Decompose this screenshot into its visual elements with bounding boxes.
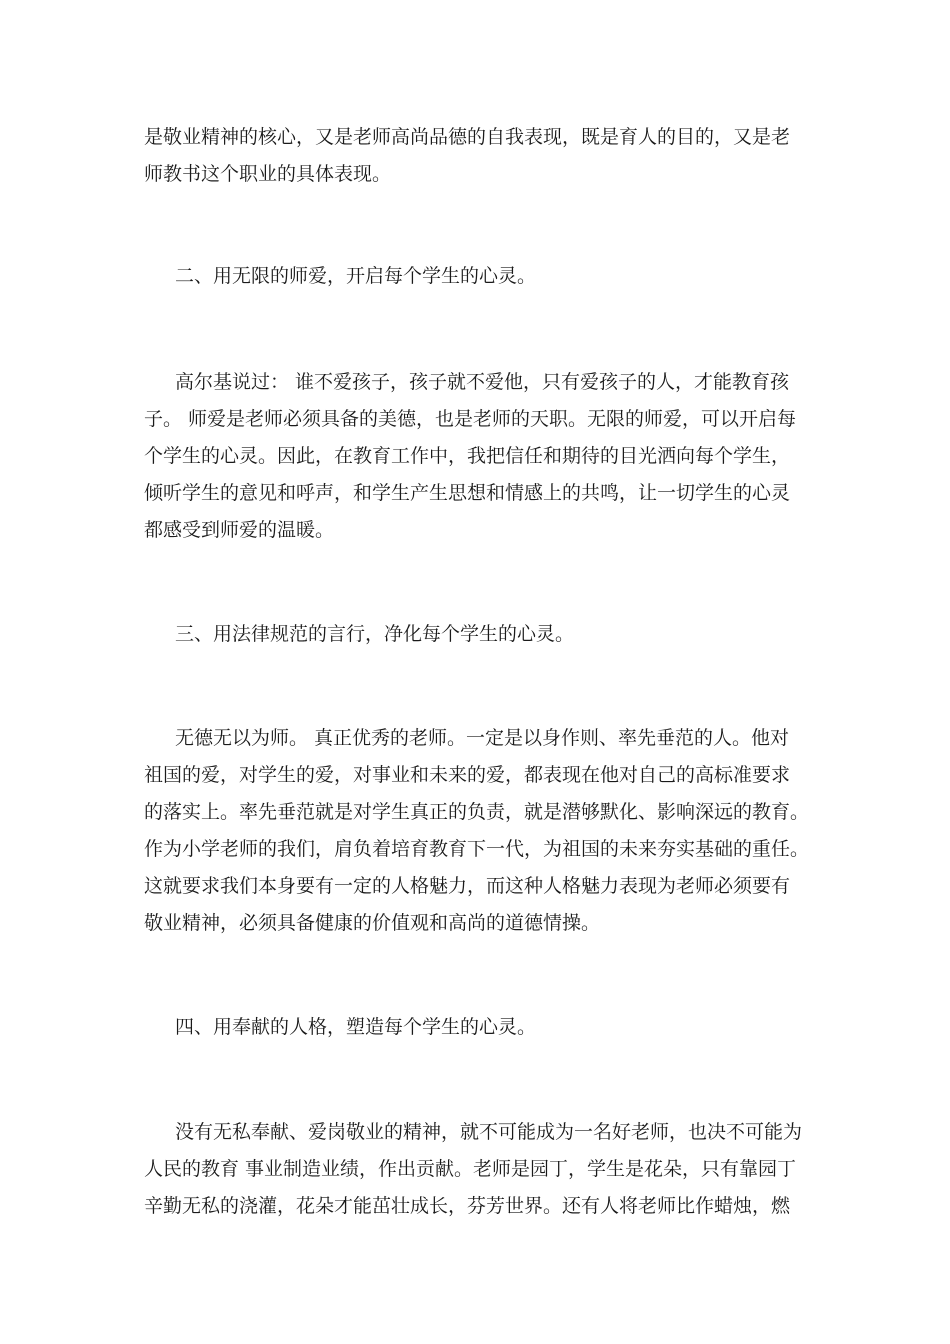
section-heading-2: 二、用无限的师爱，开启每个学生的心灵。 [175,265,537,287]
paragraph-2-line-5: 都感受到师爱的温暖。 [144,519,335,541]
paragraph-3-line-6: 敬业精神，必须具备健康的价值观和高尚的道德情操。 [144,912,601,934]
paragraph-2-line-1: 高尔基说过： 谁不爱孩子，孩子就不爱他，只有爱孩子的人，才能教育孩 [175,371,790,393]
section-heading-4: 四、用奉献的人格，塑造每个学生的心灵。 [175,1016,537,1038]
paragraph-4-line-2: 人民的教育 事业制造业绩，作出贡献。老师是园丁，学生是花朵，只有靠园丁 [144,1158,797,1180]
paragraph-3-line-2: 祖国的爱，对学生的爱，对事业和未来的爱，都表现在他对自己的高标准要求 [144,764,791,786]
paragraph-3-line-4: 作为小学老师的我们，肩负着培育教育下一代，为祖国的未来夯实基础的重任。 [144,838,810,860]
paragraph-1-line-1: 是敬业精神的核心，又是老师高尚品德的自我表现，既是育人的目的，又是老 [144,126,791,148]
paragraph-1-line-2: 师教书这个职业的具体表现。 [144,163,392,185]
paragraph-3-line-5: 这就要求我们本身要有一定的人格魅力，而这种人格魅力表现为老师必须要有 [144,875,791,897]
section-heading-3: 三、用法律规范的言行，净化每个学生的心灵。 [175,623,575,645]
paragraph-2-line-3: 个学生的心灵。因此，在教育工作中，我把信任和期待的目光洒向每个学生， [144,445,791,467]
paragraph-2-line-4: 倾听学生的意见和呼声，和学生产生思想和情感上的共鸣，让一切学生的心灵 [144,482,791,504]
paragraph-4-line-1: 没有无私奉献、爱岗敬业的精神，就不可能成为一名好老师，也决不可能为 [175,1121,803,1143]
paragraph-4-line-3: 辛勤无私的浇灌，花朵才能茁壮成长，芬芳世界。还有人将老师比作蜡烛，燃 [144,1195,791,1217]
paragraph-3-line-1: 无德无以为师。 真正优秀的老师。一定是以身作则、率先垂范的人。他对 [175,727,790,749]
paragraph-2-line-2: 子。 师爱是老师必须具备的美德，也是老师的天职。无限的师爱，可以开启每 [144,408,797,430]
paragraph-3-line-3: 的落实上。率先垂范就是对学生真正的负责，就是潜够默化、影响深远的教育。 [144,801,810,823]
